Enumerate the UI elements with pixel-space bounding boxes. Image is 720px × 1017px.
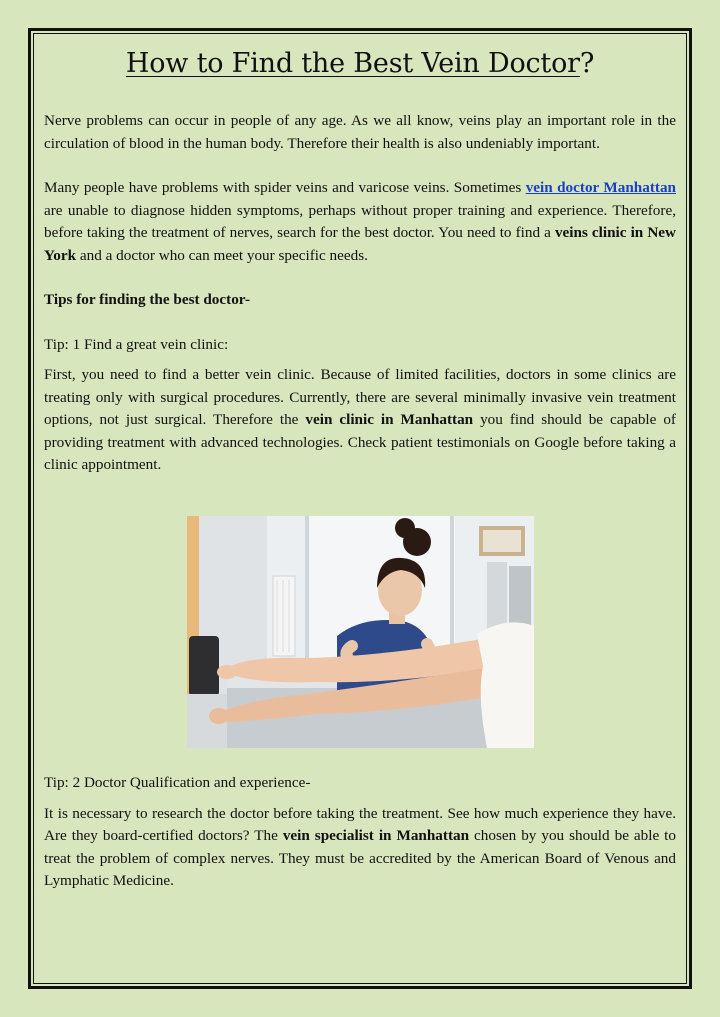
para2-text-1: Many people have problems with spider veins and varicose veins. Sometimes	[44, 179, 526, 196]
tip2-text-1: It is necessary to research the doctor before taking the treatment. See how much experience they have. Are they board-certified doctors? The	[44, 804, 676, 844]
tips-heading	[44, 289, 676, 312]
tip2-paragraph	[44, 803, 676, 893]
para2-text-3: and a doctor who can meet your specific needs.	[76, 246, 368, 264]
vein-doctor-manhattan-link[interactable]: vein doctor Manhattan	[525, 179, 676, 196]
document-title	[44, 47, 676, 81]
tip2-text-2: chosen by you should be able to treat the problem of complex nerves. They must be accredited by the American Board of Venous and Lymphatic Medicine.	[44, 827, 676, 889]
tip1-heading: Tip: 1 Find a great vein clinic:	[44, 335, 229, 353]
title-suffix: ?	[579, 48, 595, 79]
tips-heading-text: Tips for finding the best doctor-	[44, 291, 251, 308]
para2-text-2: are unable to diagnose hidden symptoms, perhaps without proper training and experience. Therefore, before taking the treatment of nerves, search for the best doctor. You need to find a	[44, 201, 676, 241]
veins-clinic-new-york-bold: veins clinic in New York	[44, 224, 676, 264]
document-content	[44, 42, 676, 477]
vein-treatment-photo	[187, 516, 534, 748]
vein-clinic-manhattan-bold: vein clinic in Manhattan	[305, 411, 474, 428]
tip2-heading: Tip: 2 Doctor Qualification and experience-	[44, 774, 311, 791]
intro-paragraph: Nerve problems can occur in people of any age. As we all know, veins play an important role in the circulation of blood in the human body. Therefore their health is also undeniably important.	[44, 112, 676, 152]
spider-veins-paragraph	[44, 177, 676, 267]
title-main: How to Find the Best Vein Doctor	[125, 48, 580, 79]
tip2-section	[44, 772, 676, 893]
tip1-paragraph	[44, 364, 676, 477]
tip1-text-1: First, you need to find a better vein clinic. Because of limited facilities, doctors in some clinics are treating only with surgical procedures. Currently, there are several minimally invasive vein treatment options, not just surgical. Therefore the	[44, 366, 676, 428]
vein-specialist-manhattan-bold: vein specialist in Manhattan	[282, 827, 470, 844]
tip1-text-2: you find should be capable of providing treatment with advanced technologies. Check patient testimonials on Google before taking a clinic appointment.	[44, 411, 676, 473]
